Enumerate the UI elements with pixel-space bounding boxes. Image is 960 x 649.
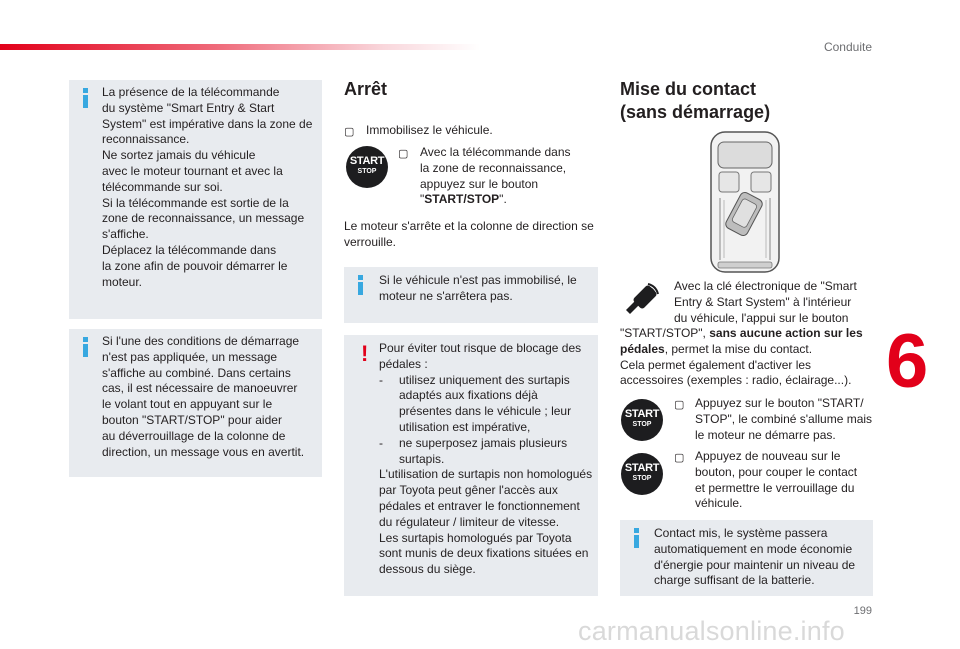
text-line: moteur.	[102, 274, 143, 289]
text-line: Ne sortez jamais du véhicule	[102, 148, 256, 163]
text-line: Déplacez la télécommande dans	[102, 242, 277, 257]
text-line: cas, il est nécessaire de manoeuvrer	[102, 381, 298, 396]
van-top-view-icon	[708, 128, 782, 276]
info-icon	[83, 88, 88, 108]
text-line: reconnaissance.	[102, 132, 190, 147]
text-line: Appuyez de nouveau sur le	[695, 449, 841, 463]
text-line: le volant tout en appuyant sur le	[102, 397, 273, 412]
start-stop-button-icon: START STOP	[346, 146, 388, 188]
text-line: télécommande sur soi.	[102, 179, 223, 194]
text-line: "START/STOP", sans aucune action sur les	[620, 326, 863, 340]
text-line: surtapis.	[399, 451, 445, 466]
info-box-start-conditions	[69, 329, 322, 477]
warning-icon: !	[361, 341, 369, 366]
text-line: bouton "START/STOP" pour aider	[102, 412, 282, 427]
text-line: utilisation est impérative,	[399, 419, 531, 434]
list-item: - ne superposez jamais plusieurs	[379, 435, 568, 450]
watermark: carmanualsonline.info	[578, 616, 845, 646]
text-line: le moteur ne démarre pas.	[695, 427, 836, 442]
text-line: la zone de reconnaissance,	[420, 160, 567, 175]
text-line: d'énergie pour maintenir un niveau de	[654, 557, 856, 572]
text-line: Entry & Start System" à l'intérieur	[674, 294, 852, 309]
section-heading-ignition: Mise du contact (sans démarrage)	[620, 79, 771, 122]
text-line: Avec la télécommande dans	[420, 145, 571, 159]
checkbox-bullet-icon: ▢	[674, 399, 685, 411]
text-line: automatiquement en mode économie	[654, 541, 853, 556]
start-stop-button-icon: START STOP	[621, 453, 663, 495]
info-box-energy-saving	[620, 520, 873, 596]
text-line: Appuyez sur le bouton "START/	[695, 396, 864, 410]
text-line: du régulateur / limiteur de vitesse.	[379, 514, 560, 529]
info-icon	[83, 337, 88, 357]
text-line: Avec la clé électronique de "Smart	[674, 279, 857, 293]
text-line: "START/STOP".	[420, 192, 507, 207]
checkbox-bullet-icon: ▢	[398, 148, 409, 160]
page-number: 199	[853, 605, 872, 617]
start-stop-label: START/STOP	[424, 192, 500, 207]
text-line: du système "Smart Entry & Start	[102, 100, 275, 115]
text-line: appuyez sur le bouton	[420, 176, 539, 191]
text-line: moteur ne s'arrêtera pas.	[379, 288, 513, 303]
text-line: avec le moteur tournant et avec la	[102, 163, 283, 178]
info-icon	[634, 528, 639, 548]
text-line: L'utilisation de surtapis non homologués	[379, 467, 593, 482]
text-line: dessous du siège.	[379, 562, 476, 577]
text-line: Si la télécommande est sortie de la	[102, 195, 289, 210]
text-line: s'affiche au combiné. Dans certains	[102, 365, 291, 380]
text-line: Contact mis, le système passera	[654, 526, 828, 540]
text-line: pédales :	[379, 356, 428, 371]
text-line: verrouille.	[344, 234, 397, 249]
text-line: du véhicule, l'appui sur le bouton	[674, 310, 849, 325]
text-line: la zone afin de pouvoir démarrer le	[102, 258, 288, 273]
text-line: sont munis de deux fixations situées en	[379, 546, 589, 561]
text-line: Pour éviter tout risque de blocage des	[379, 341, 582, 355]
text-line: par Toyota peut gêner l'accès aux	[379, 483, 558, 498]
text-line: accessoires (exemples : radio, éclairage...).	[620, 373, 852, 388]
text-line: Les surtapis homologués par Toyota	[379, 530, 572, 545]
warning-box-floor-mats	[344, 335, 598, 596]
info-box-not-immobilized	[344, 267, 598, 323]
text-line: présentes dans le véhicule ; leur	[399, 404, 572, 419]
text-line: pédales et entraver le fonctionnement	[379, 498, 580, 513]
text-line: bouton, pour couper le contact	[695, 464, 858, 479]
text-line: n'est pas appliquée, un message	[102, 349, 278, 364]
info-box-remote-presence	[69, 80, 322, 319]
header-accent-bar	[0, 44, 480, 50]
text-line: direction, un message vous en avertit.	[102, 444, 305, 459]
step-immobilize: Immobilisez le véhicule.	[366, 123, 493, 137]
checkbox-bullet-icon: ▢	[674, 452, 685, 464]
key-fob-icon	[622, 282, 660, 316]
text-line: zone de reconnaissance, un message	[102, 211, 305, 226]
chapter-number: 6	[886, 319, 929, 404]
text-line: s'affiche.	[102, 227, 149, 242]
text-line: Le moteur s'arrête et la colonne de direction se	[344, 219, 594, 233]
text-line: pédales, permet la mise du contact.	[620, 341, 813, 356]
list-item: - utilisez uniquement des surtapis	[379, 372, 570, 387]
section-title: Conduite	[823, 40, 872, 54]
info-icon	[358, 275, 363, 295]
text-line: charge suffisant de la batterie.	[654, 573, 815, 588]
text-line: La présence de la télécommande	[102, 85, 280, 99]
section-heading-arret: Arrêt	[344, 79, 388, 99]
text-line: System" est impérative dans la zone de	[102, 116, 313, 131]
text-line: STOP", le combiné s'allume mais	[695, 411, 873, 426]
text-line: au déverrouillage de la colonne de	[102, 428, 286, 443]
start-stop-button-icon: START STOP	[621, 399, 663, 441]
text-line: et permettre le verrouillage du	[695, 480, 855, 495]
text-line: Cela permet également d'activer les	[620, 357, 812, 372]
text-line: Si le véhicule n'est pas immobilisé, le	[379, 273, 577, 287]
text-line: adaptés aux fixations déjà	[399, 388, 538, 403]
text-line: Si l'une des conditions de démarrage	[102, 334, 300, 348]
text-line: véhicule.	[695, 496, 743, 511]
checkbox-bullet-icon: ▢	[344, 126, 355, 138]
